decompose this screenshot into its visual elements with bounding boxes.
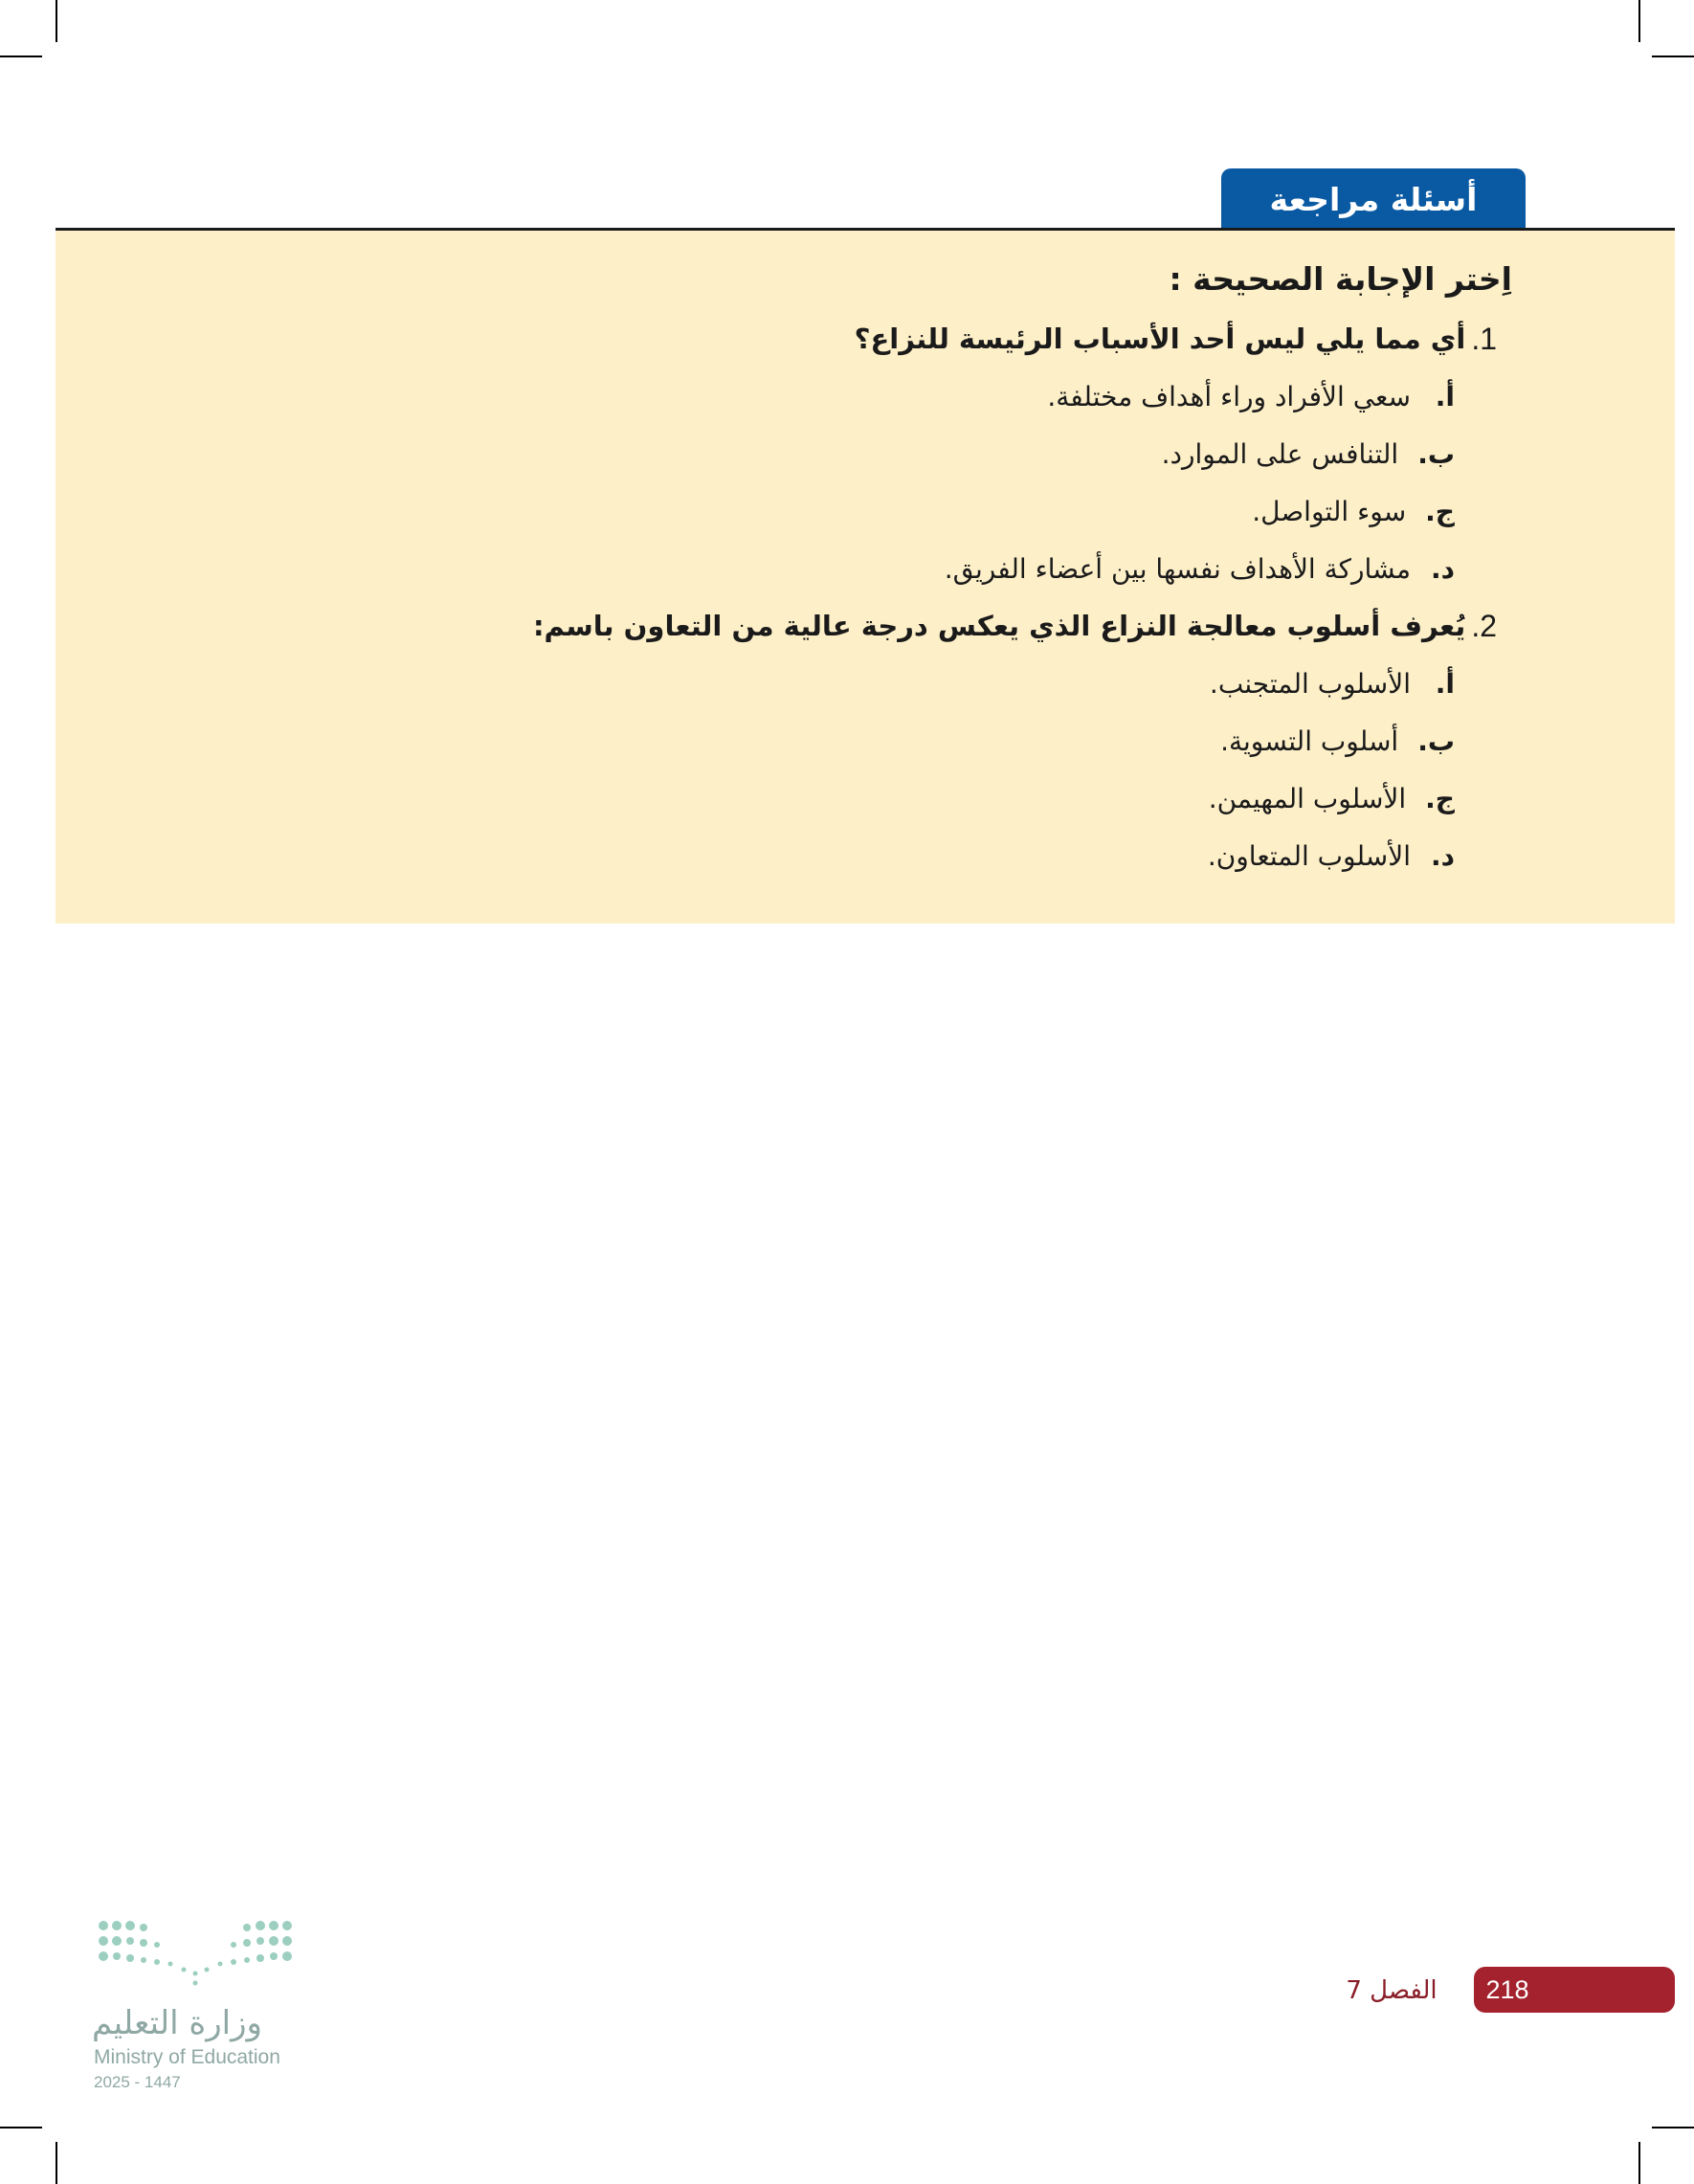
section-divider: [56, 228, 1675, 231]
option-letter: د.: [1430, 840, 1455, 872]
question-2: [533, 605, 1497, 647]
question-number: 1.: [1471, 322, 1497, 356]
ministry-logo-year: 2025 - 1447: [94, 2073, 181, 2091]
question-2-option-b: [1220, 721, 1455, 763]
option-text: الأسلوب المتجنب.: [1209, 668, 1411, 700]
section-title: أسئلة مراجعة: [1269, 180, 1478, 218]
question-2-option-c: [1209, 778, 1455, 820]
option-text: سوء التواصل.: [1252, 496, 1407, 527]
option-letter: ج.: [1425, 783, 1455, 814]
question-text: يُعرف أسلوب معالجة النزاع الذي يعكس درجة عالية من التعاون باسم:: [532, 610, 1466, 642]
crop-mark: [1638, 0, 1640, 42]
crop-mark: [1638, 2142, 1640, 2184]
question-1-option-c: [1252, 491, 1455, 533]
question-text: أي مما يلي ليس أحد الأسباب الرئيسة للنزاع؟: [854, 323, 1466, 355]
question-number: 2.: [1471, 609, 1497, 643]
option-letter: ج.: [1425, 496, 1455, 527]
crop-mark: [56, 0, 57, 42]
ministry-logo-dots-icon: [92, 1914, 301, 1991]
chapter-label: الفصل 7: [1346, 1976, 1438, 2005]
option-text: الأسلوب المتعاون.: [1207, 840, 1411, 872]
question-1: [855, 318, 1497, 360]
crop-mark: [1652, 56, 1694, 57]
ministry-logo-english: Ministry of Education: [94, 2046, 280, 2068]
crop-mark: [1652, 2127, 1694, 2128]
option-text: أسلوب التسوية.: [1220, 725, 1399, 757]
question-1-option-a: [1047, 376, 1455, 418]
crop-mark: [0, 2127, 42, 2128]
crop-mark: [56, 2142, 57, 2184]
page-number: 218: [1485, 1974, 1529, 2004]
option-letter: د.: [1430, 553, 1455, 585]
question-2-option-d: [1208, 836, 1455, 878]
ministry-logo-arabic: وزارة التعليم: [92, 2004, 262, 2042]
instruction-heading: اِختر الإجابة الصحيحة :: [1169, 260, 1512, 298]
option-text: سعي الأفراد وراء أهداف مختلفة.: [1047, 381, 1411, 412]
crop-mark: [0, 56, 42, 57]
question-1-option-d: [945, 548, 1455, 591]
option-letter: ب.: [1417, 438, 1455, 470]
option-text: التنافس على الموارد.: [1161, 438, 1399, 470]
option-letter: أ.: [1435, 381, 1455, 412]
option-text: مشاركة الأهداف نفسها بين أعضاء الفريق.: [944, 553, 1411, 585]
question-1-option-b: [1162, 434, 1455, 476]
option-letter: أ.: [1435, 668, 1455, 700]
option-text: الأسلوب المهيمن.: [1208, 783, 1407, 814]
question-2-option-a: [1210, 663, 1455, 705]
section-title-tab: [1221, 168, 1526, 230]
option-letter: ب.: [1417, 725, 1455, 757]
